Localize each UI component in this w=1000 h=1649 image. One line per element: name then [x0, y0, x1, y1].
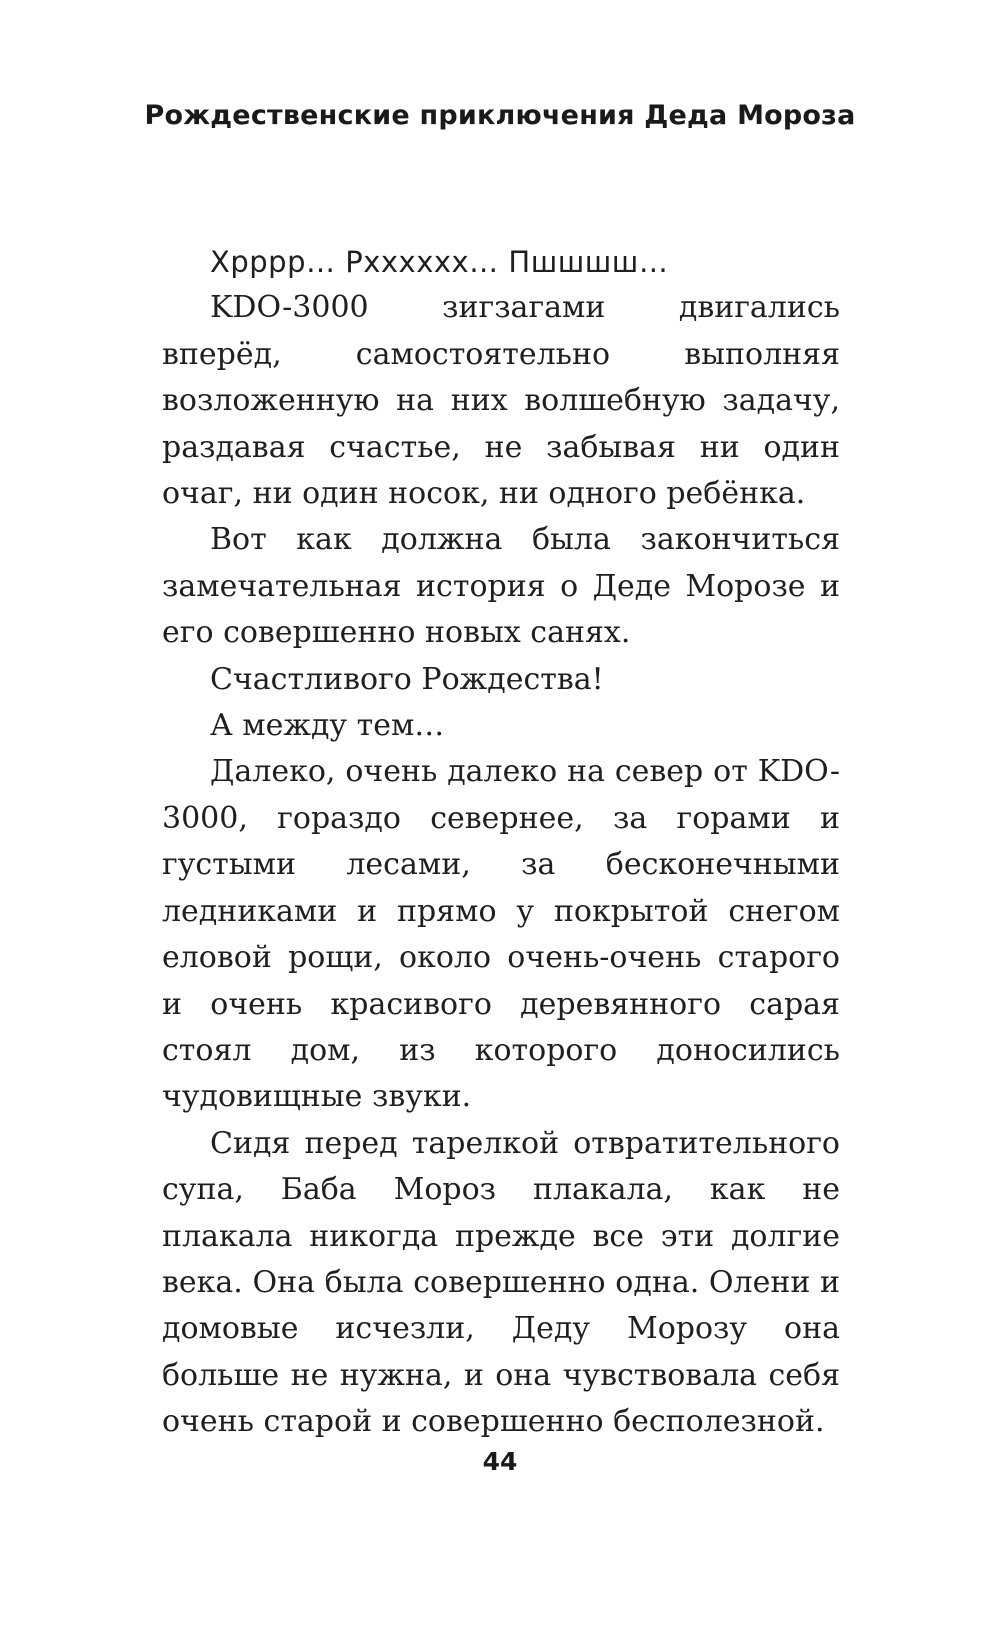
paragraph-onomatopoeia: Хрррр… Рхххххх… Пшшшш… — [210, 245, 669, 279]
paragraph: Сидя перед тарелкой отвратительного супа, Баба Мороз плакала, как не плакала никогда прежде все эти долгие века. Она была совершенно одна. Олени и домовые исчезли, Деду Морозу она больше не нужна, и она чувствовала себя очень старой и совершенно бесполезной. — [162, 1125, 840, 1440]
page-number: 44 — [482, 1447, 518, 1476]
paragraph: Далеко, очень далеко на север от KDO-3000, гораздо севернее, за горами и густыми лесами, за бесконечными ледниками и прямо у покрытой снегом еловой рощи, около очень-очень старого и очень красивого деревянного сарая стоял дом, из которого доносились чудовищные звуки. — [162, 754, 840, 1115]
paragraph: Вот как должна была закончиться замечательная история о Деде Морозе и его совершенно новых санях. — [162, 522, 840, 651]
paragraph: Счастливого Рождества! — [210, 661, 604, 697]
paragraph: KDO-3000 зигзагами двигались вперёд, самостоятельно выполняя возложенную на них волшебную задачу, раздавая счастье, не забывая ни один очаг, ни один носок, ни одного ребёнка. — [162, 290, 840, 512]
paragraph: А между тем… — [210, 708, 445, 744]
body-text — [162, 239, 840, 1446]
running-head: Рождественские приключения Деда Мороза — [144, 100, 856, 131]
